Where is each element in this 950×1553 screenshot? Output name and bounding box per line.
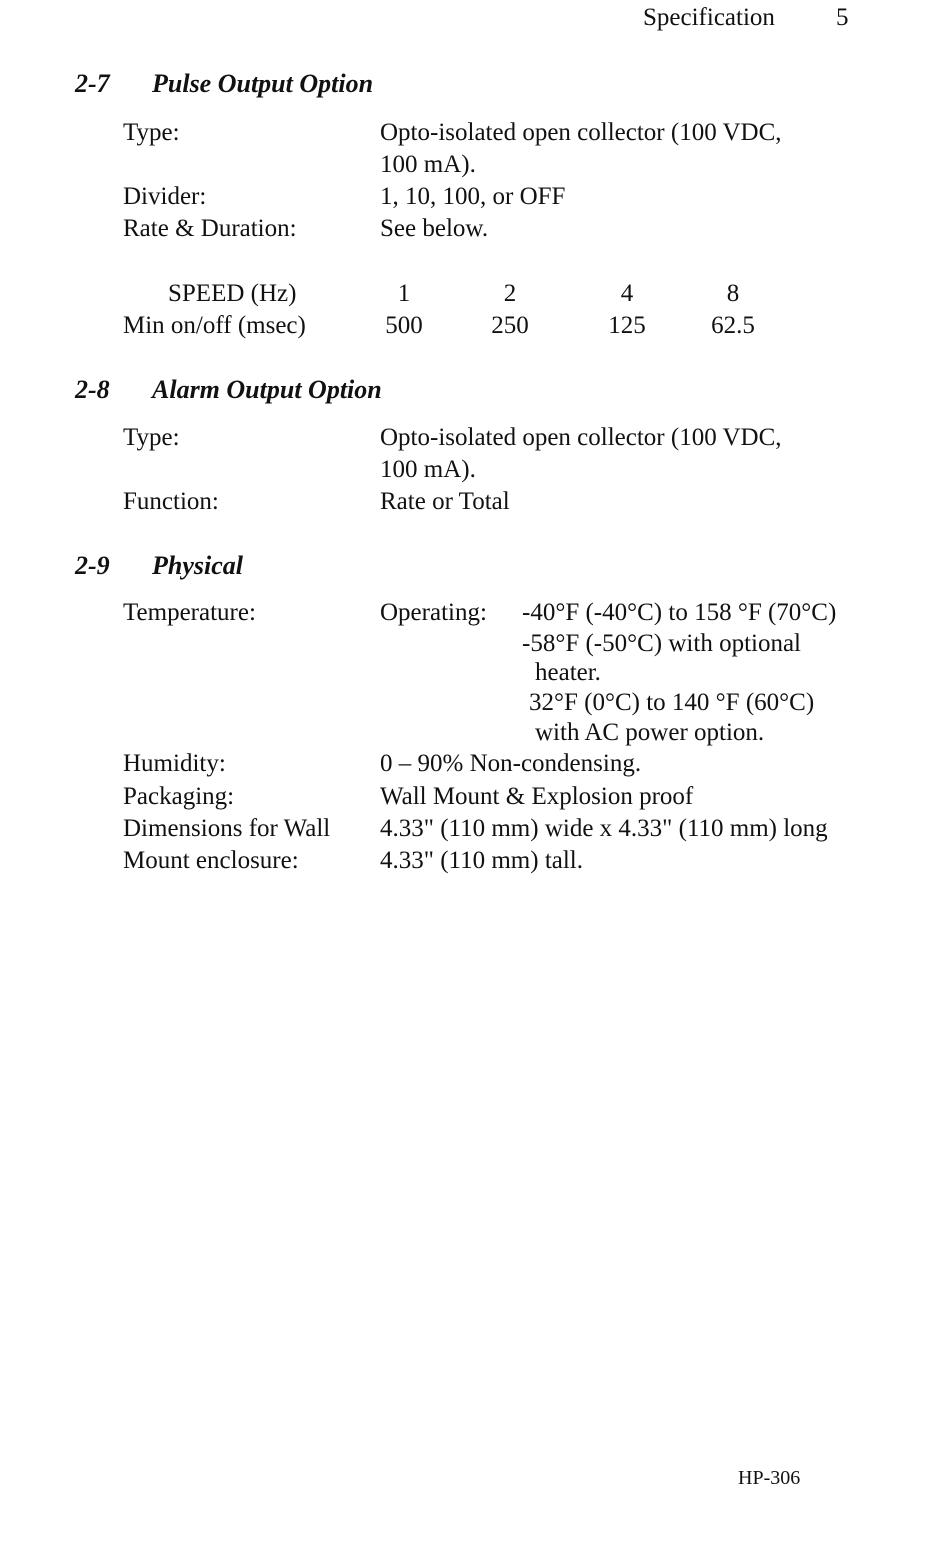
section-title: Physical	[152, 551, 243, 580]
type-value-line1: Opto-isolated open collector (100 VDC,	[380, 424, 782, 451]
type-value-line1: Opto-isolated open collector (100 VDC,	[380, 119, 782, 146]
type-value-line2: 100 mA).	[380, 456, 476, 483]
divider-value: 1, 10, 100, or OFF	[380, 183, 566, 210]
min-value: 62.5	[711, 312, 755, 339]
humidity-label: Humidity:	[123, 750, 226, 777]
type-label: Type:	[123, 119, 180, 146]
speed-label: SPEED (Hz)	[168, 280, 297, 307]
packaging-label: Packaging:	[123, 783, 235, 810]
header-title: Specification	[643, 4, 775, 31]
temperature-range: -40°F (-40°C) to 158 °F (70°C)	[522, 599, 837, 626]
dimensions-value: 4.33" (110 mm) wide x 4.33" (110 mm) long	[380, 815, 828, 842]
min-label: Min on/off (msec)	[123, 312, 306, 339]
function-label: Function:	[123, 488, 219, 515]
min-value: 250	[491, 312, 529, 339]
speed-value: 1	[397, 280, 411, 307]
type-label: Type:	[123, 424, 180, 451]
footer-model: HP-306	[738, 1467, 801, 1489]
temperature-ac: 32°F (0°C) to 140 °F (60°C)	[529, 689, 815, 716]
speed-value: 4	[620, 280, 634, 307]
temperature-ac-cont: with AC power option.	[535, 719, 765, 746]
operating-label: Operating:	[380, 599, 487, 626]
packaging-value: Wall Mount & Explosion proof	[380, 783, 694, 810]
min-value: 500	[385, 312, 423, 339]
function-value: Rate or Total	[380, 488, 510, 515]
section-title: Alarm Output Option	[152, 375, 382, 404]
rate-value: See below.	[380, 215, 489, 242]
section-title: Pulse Output Option	[152, 69, 374, 98]
dimensions-label: Dimensions for Wall	[123, 815, 331, 842]
rate-label: Rate & Duration:	[123, 215, 297, 242]
min-value: 125	[608, 312, 646, 339]
section-number: 2-8	[75, 375, 110, 404]
divider-label: Divider:	[123, 183, 207, 210]
dimensions-label-cont: Mount enclosure:	[123, 847, 299, 874]
section-number: 2-7	[75, 69, 110, 98]
section-number: 2-9	[75, 551, 110, 580]
page-number: 5	[836, 4, 849, 31]
speed-value: 8	[726, 280, 740, 307]
type-value-line2: 100 mA).	[380, 151, 476, 178]
temperature-label: Temperature:	[123, 599, 256, 626]
humidity-value: 0 – 90% Non-condensing.	[380, 750, 642, 777]
temperature-heater: -58°F (-50°C) with optional	[522, 630, 802, 657]
temperature-heater-cont: heater.	[535, 659, 601, 686]
dimensions-value-cont: 4.33" (110 mm) tall.	[380, 847, 584, 874]
speed-value: 2	[503, 280, 517, 307]
